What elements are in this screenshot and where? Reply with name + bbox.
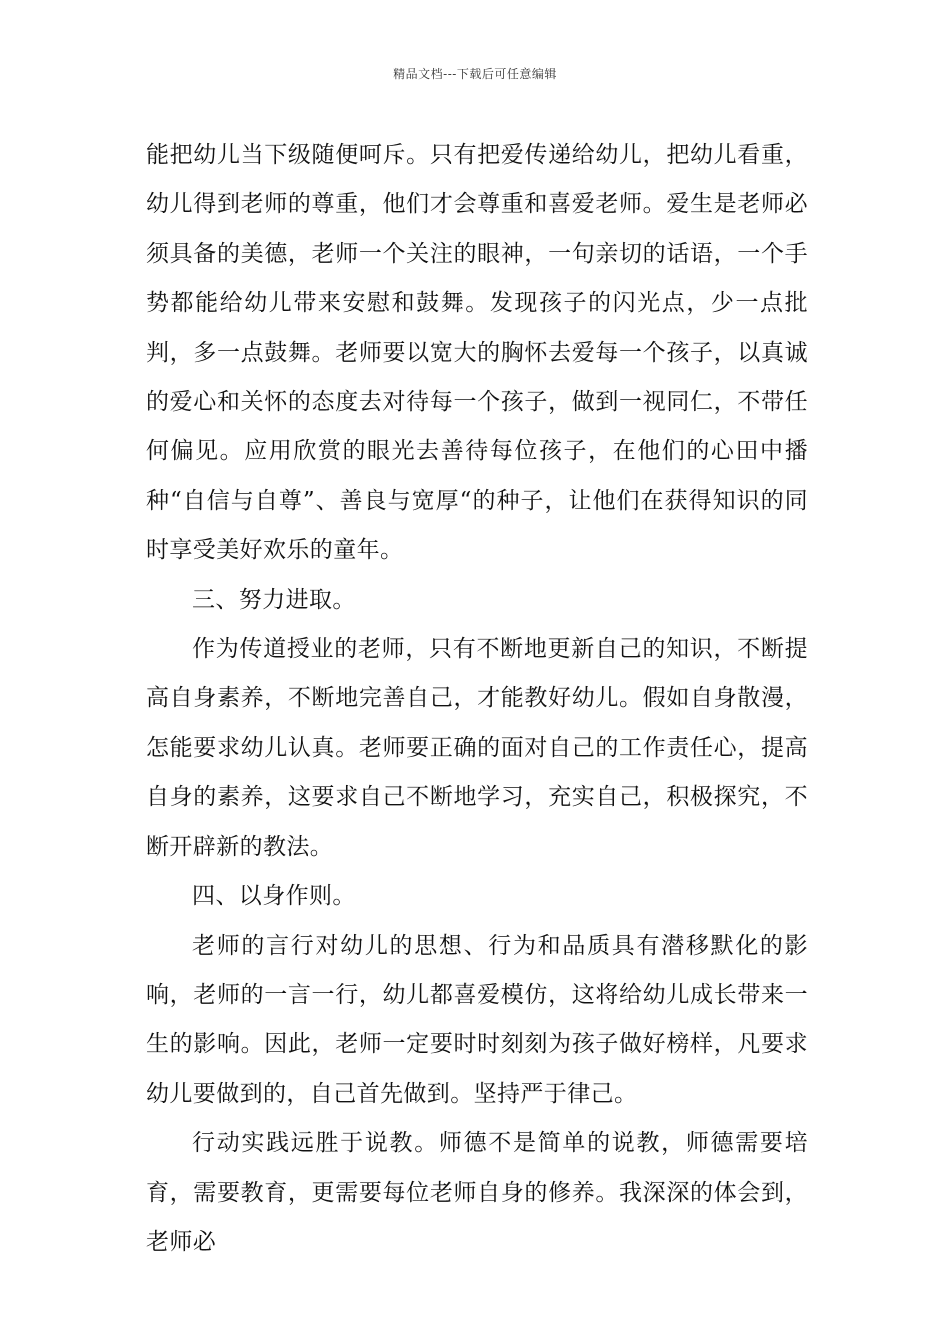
page-header: 精品文档---下载后可任意编辑 <box>393 67 557 81</box>
section-heading-3: 三、努力进取。 <box>192 586 356 613</box>
paragraph-section-4: 老师的言行对幼儿的思想、行为和品质具有潜移默化的影响，老师的一言一行，幼儿都喜爱模仿，这将给幼儿成长带来一生的影响。因此，老师一定要时时刻刻为孩子做好榜样，凡要求幼儿要做到的，自己首先做到。坚持严于律己。 <box>146 932 808 1107</box>
paragraph-continuation: 能把幼儿当下级随便呵斥。只有把爱传递给幼儿，把幼儿看重，幼儿得到老师的尊重，他们才会尊重和喜爱老师。爱生是老师必须具备的美德，老师一个关注的眼神，一句亲切的话语，一个手势都能给幼儿带来安慰和鼓舞。发现孩子的闪光点，少一点批判，多一点鼓舞。老师要以宽大的胸怀去爱每一个孩子，以真诚的爱心和关怀的态度去对待每一个孩子，做到一视同仁，不带任何偏见。应用欣赏的眼光去善待每位孩子，在他们的心田中播种“自信与自尊”、善良与宽厚“的种子，让他们在获得知识的同时享受美好欢乐的童年。 <box>146 142 808 564</box>
paragraph-section-3: 作为传道授业的老师，只有不断地更新自己的知识，不断提高自身素养，不断地完善自己，才能教好幼儿。假如自身散漫，怎能要求幼儿认真。老师要正确的面对自己的工作责任心，提高自身的素养，这要求自己不断地学习，充实自己，积极探究，不断开辟新的教法。 <box>146 636 808 860</box>
paragraph-practice: 行动实践远胜于说教。师德不是简单的说教，师德需要培育，需要教育，更需要每位老师自身的修养。我深深的体会到，老师必 <box>146 1130 808 1255</box>
section-heading-4: 四、以身作则。 <box>192 883 356 910</box>
document-body <box>146 131 808 1267</box>
